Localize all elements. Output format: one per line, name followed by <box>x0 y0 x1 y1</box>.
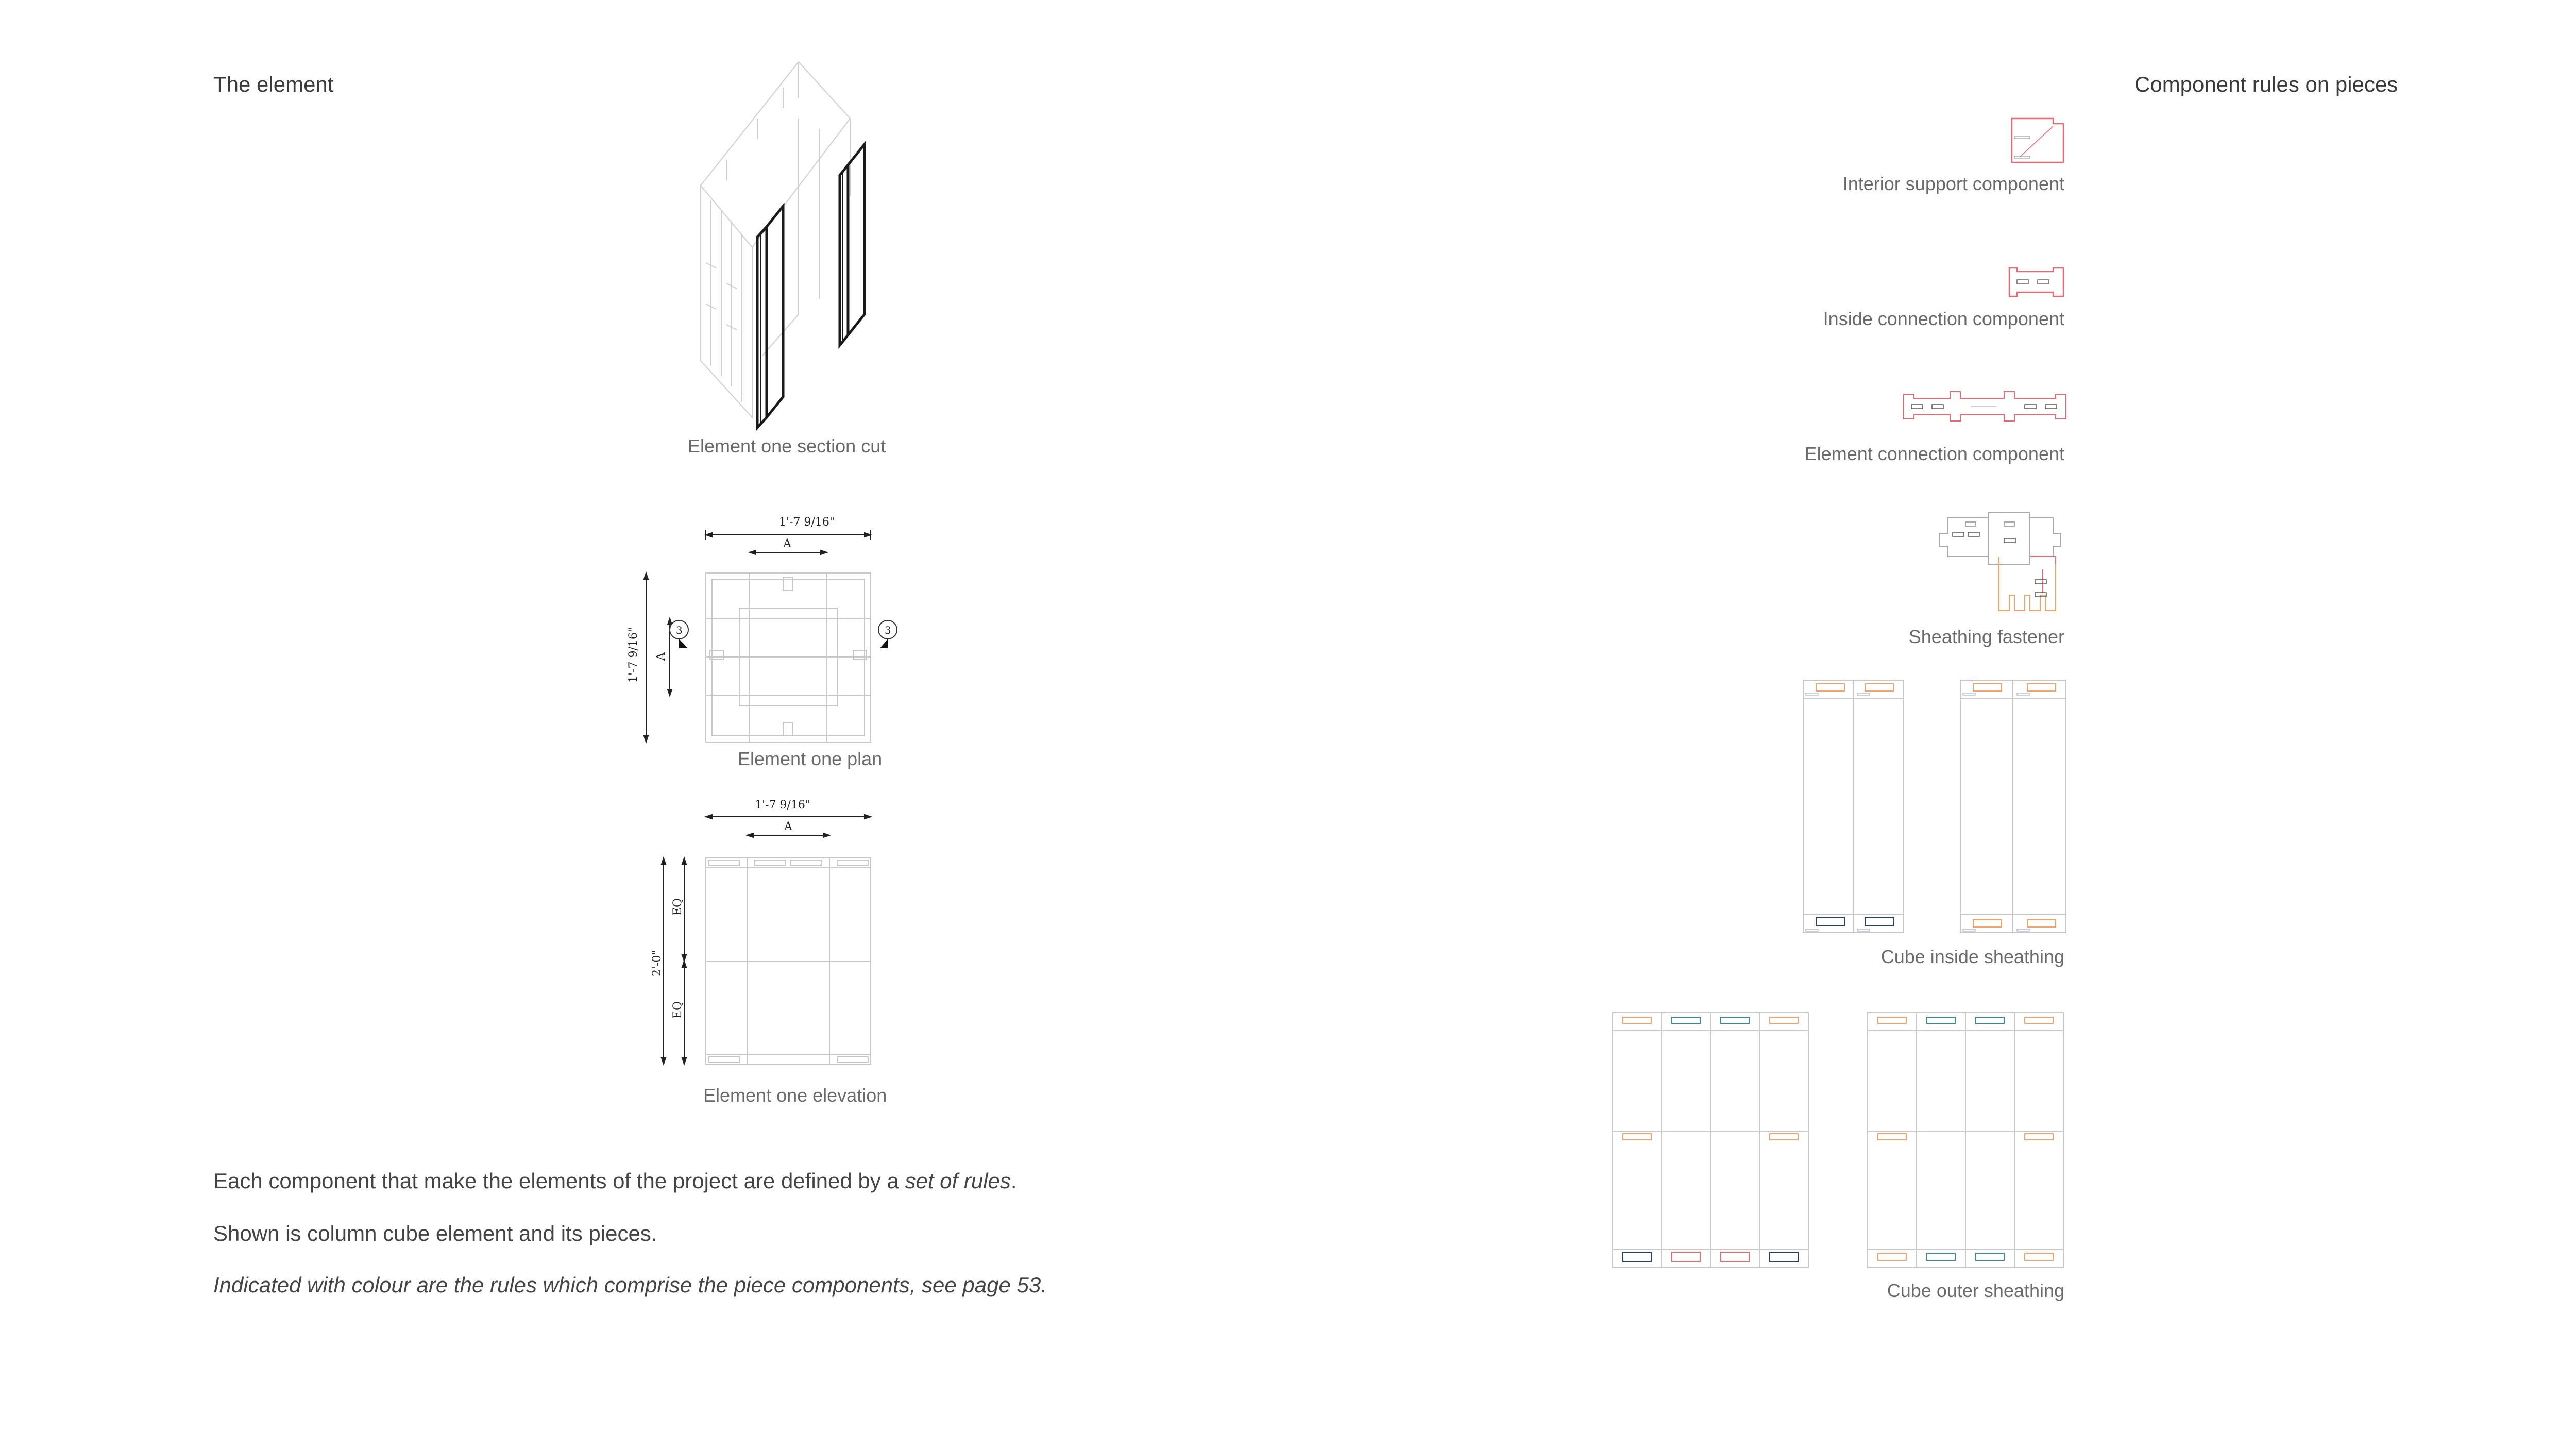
paragraph-rules <box>213 1169 1017 1193</box>
paragraph-rules-italic: set of rules <box>905 1169 1011 1193</box>
elev-width-label: 1'-7 9/16" <box>755 799 810 812</box>
cube-outer-sheathing-drawing <box>1607 1010 2069 1273</box>
plan-grid-a-side: A <box>655 652 668 661</box>
section-marker-right: 3 <box>885 624 891 636</box>
cube-inside-sheathing-drawing <box>1801 678 2069 938</box>
interior-support-caption: Interior support component <box>1842 173 2064 194</box>
plan-grid-a-top: A <box>783 537 791 550</box>
right-heading: Component rules on pieces <box>2134 72 2398 96</box>
elev-height-label: 2'-0" <box>651 950 664 976</box>
element-connection-drawing <box>1901 389 2069 425</box>
paragraph-rules-main: Each component that make the elements of the project are defined by a <box>213 1169 905 1193</box>
elev-eq-bottom: EQ <box>671 1001 684 1019</box>
cube-outer-sheathing-caption: Cube outer sheathing <box>1887 1280 2064 1301</box>
inside-connection-caption: Inside connection component <box>1823 308 2064 329</box>
sheathing-fastener-caption: Sheathing fastener <box>1908 626 2064 647</box>
cube-inside-sheathing-caption: Cube inside sheathing <box>1880 946 2064 967</box>
elev-eq-top: EQ <box>671 898 684 916</box>
element-connection-caption: Element connection component <box>1804 443 2064 464</box>
plan-width-label: 1'-7 9/16" <box>779 516 835 529</box>
sheathing-fastener-drawing <box>1937 508 2069 618</box>
plan-caption: Element one plan <box>738 748 883 769</box>
elevation-drawing <box>644 796 881 1074</box>
interior-support-drawing <box>2009 116 2069 167</box>
paragraph-shown: Shown is column cube element and its pieces. <box>213 1221 657 1245</box>
inside-connection-drawing <box>2007 265 2069 301</box>
section-cut-drawing <box>696 57 891 438</box>
elev-grid-a: A <box>784 820 792 833</box>
section-marker-left: 3 <box>676 624 683 636</box>
section-cut-caption: Element one section cut <box>688 435 886 457</box>
plan-side-label: 1'-7 9/16" <box>627 627 640 683</box>
paragraph-colour-note: Indicated with colour are the rules which comprise the piece components, see page 53. <box>213 1273 1047 1297</box>
plan-drawing <box>629 515 917 752</box>
elevation-caption: Element one elevation <box>703 1085 887 1106</box>
left-heading: The element <box>213 72 334 96</box>
paragraph-rules-end: . <box>1010 1169 1017 1193</box>
